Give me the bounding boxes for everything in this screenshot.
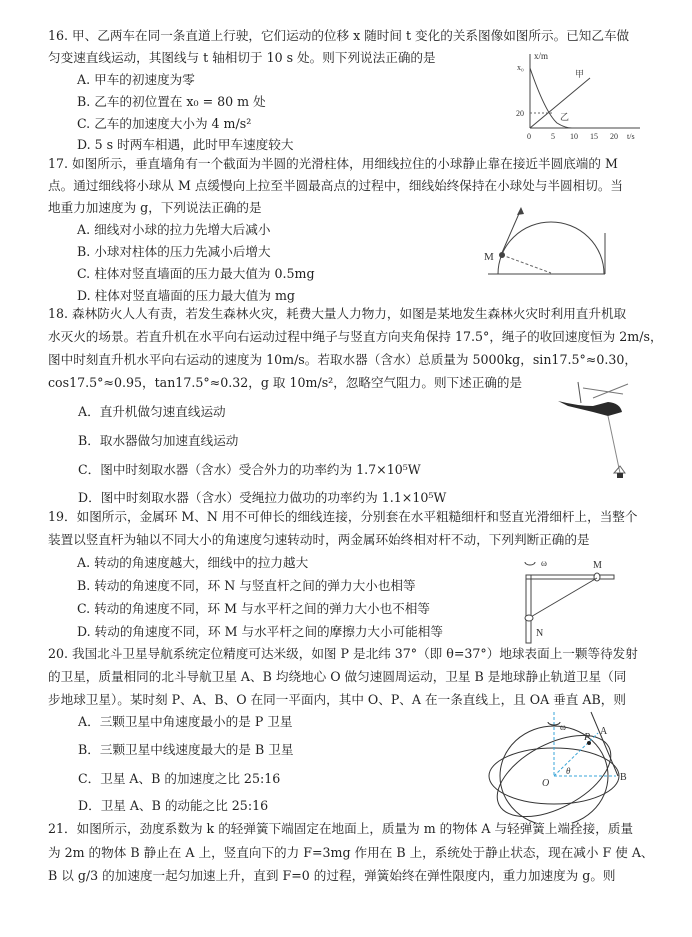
q18-stem-line-3: 图中时刻直升机水平向右运动的速度为 10m/s。若取水器（含水）总质量为 5000kg，sin17.5°≈0.30， [48, 352, 637, 367]
semicircle [498, 222, 604, 274]
q18-option-a: A．直升机做匀速直线运动 [78, 404, 226, 419]
x-tick: 15 [590, 132, 598, 141]
x-tick: 20 [610, 132, 618, 141]
q17-stem-line-3: 地重力加速度为 g，下列说法正确的是 [48, 200, 262, 215]
q19-rings-figure [515, 556, 615, 644]
q17-semicircle-figure [470, 205, 620, 280]
jia-label: 甲 [575, 69, 585, 79]
q18-helicopter-figure [548, 378, 633, 490]
q16-stem-line-2: 匀变速直线运动，其图线与 t 轴相切于 10 s 处。则下列说法正确的是 [48, 50, 436, 65]
q19-stem-line-2: 装置以竖直杆为轴以不同大小的角速度匀速转动时，两金属环始终相对杆不动，下列判断正确的是 [48, 532, 590, 547]
x-axis-label: t/s [627, 132, 635, 141]
y-axis-label: x/m [534, 51, 549, 61]
q18-stem-line-1: 18. 森林防火人人有责，若发生森林火灾，耗费大量人力物力，如图是某地发生森林火灾时利用直升机取 [48, 306, 627, 321]
theta-label: θ [566, 766, 571, 776]
rotation-icon [525, 562, 535, 565]
q20-option-c: C．卫星 A、B 的加速度之比 25:16 [78, 771, 281, 786]
q20-stem-line-3: 步地球卫星）。某时刻 P、A、B、O 在同一平面内，其中 O、P、A 在一条直线上，且 OA 垂直 AB，则 [48, 692, 626, 707]
q16-option-a: A. 甲车的初速度为零 [77, 72, 195, 87]
q19-option-d: D. 转动的角速度不同，环 M 与水平杆之间的摩擦力大小可能相等 [77, 624, 443, 639]
q18-option-c: C．图中时刻取水器（含水）受合外力的功率约为 1.7×10⁵W [78, 462, 421, 477]
q20-option-b: B．三颗卫星中线速度最大的是 B 卫星 [78, 742, 294, 757]
y-tick-20: 20 [516, 109, 524, 118]
x-tick: 5 [551, 132, 555, 141]
q16-stem-line-1: 16. 甲、乙两车在同一条直道上行驶，它们运动的位移 x 随时间 t 变化的关系图像如图所示。已知乙车做 [48, 28, 630, 43]
a-label: A [600, 726, 608, 737]
q16-option-d: D. 5 s 时两车相遇，此时甲车速度较大 [77, 137, 294, 152]
x0-label: x₀ [517, 63, 524, 72]
q17-stem-line-1: 17. 如图所示，垂直墙角有一个截面为半圆的光滑柱体，用细线拉住的小球静止靠在接近半圆底端的 M [48, 156, 618, 171]
q17-option-a: A. 细线对小球的拉力先增大后减小 [77, 222, 271, 237]
ball [499, 252, 505, 258]
q18-stem-line-4: cos17.5°≈0.95，tan17.5°≈0.32，g 取 10m/s²，忽略空气阻力。则下述正确的是 [48, 375, 523, 390]
q20-stem-line-1: 20. 我国北斗卫星导航系统定位精度可达米级，如图 P 是北纬 37°（即 θ=37°）地球表面上一颗等待发射 [48, 646, 638, 661]
x-tick: 10 [570, 132, 578, 141]
point-m-label: M [484, 251, 494, 263]
q17-option-c: C. 柱体对竖直墙面的压力最大值为 0.5mg [77, 266, 315, 281]
q21-stem-line-1: 21．如图所示，劲度系数为 k 的轻弹簧下端固定在地面上，质量为 m 的物体 A 与轻弹簧上端拴接，质量 [48, 821, 634, 836]
q20-orbits-figure [478, 708, 638, 823]
q19-option-b: B. 转动的角速度不同，环 N 与竖直杆之间的弹力大小也相等 [77, 578, 416, 593]
q19-stem-line-1: 19．如图所示，金属环 M、N 用不可伸长的细线连接，分别套在水平粗糙细杆和竖直光滑细杆上，当整个 [48, 509, 638, 524]
water-bucket-icon [617, 473, 623, 478]
q17-option-d: D. 柱体对竖直墙面的压力最大值为 mg [77, 288, 295, 303]
q16-option-c: C. 乙车的加速度大小为 4 m/s² [77, 116, 252, 131]
string [501, 209, 521, 255]
q21-stem-line-2: 为 2m 的物体 B 静止在 A 上，竖直向下的力 F=3mg 作用在 B 上，系统处于静止状态，现在减小 F 使 A、 [48, 845, 654, 860]
q17-option-b: B. 小球对柱体的压力先减小后增大 [77, 244, 271, 259]
vertical-rod [526, 575, 531, 643]
p-label: P [584, 732, 591, 743]
q21-stem-line-3: B 以 g/3 的加速度一起匀加速上升，直到 F=0 的过程，弹簧始终在弹性限度内，重力加速度为 g。则 [48, 868, 616, 883]
b-label: B [620, 772, 627, 783]
q16-xt-graph [515, 50, 650, 142]
ring-m-label: M [593, 560, 602, 571]
o-label: O [542, 778, 550, 789]
x-tick: 0 [527, 132, 531, 141]
q16-option-b: B. 乙车的初位置在 x₀ = 80 m 处 [77, 94, 266, 109]
q18-option-d: D．图中时刻取水器（含水）受绳拉力做功的功率约为 1.1×10⁵W [78, 490, 447, 505]
q17-stem-line-2: 点。通过细线将小球从 M 点缓慢向上拉至半圆最高点的过程中，细线始终保持在小球处与半圆相切。当 [48, 178, 624, 193]
ring-n-label: N [536, 628, 544, 639]
q19-option-a: A. 转动的角速度越大，细线中的拉力越大 [77, 555, 309, 570]
horizontal-rod [526, 575, 614, 579]
rope [608, 416, 620, 473]
omega-label: ω [560, 722, 566, 732]
yi-label: 乙 [560, 112, 570, 122]
arrow-icon [517, 207, 524, 215]
q20-stem-line-2: 的卫星，质量相同的北斗导航卫星 A、B 均绕地心 O 做匀速圆周运动，卫星 B 是地球静止轨道卫星（同 [48, 669, 627, 684]
q20-option-a: A．三颗卫星中角速度最小的是 P 卫星 [78, 714, 293, 729]
ring-n [525, 615, 533, 621]
q18-stem-line-2: 水灭火的场景。若直升机在水平向右运动过程中绳子与竖直方向夹角保持 17.5°，绳子的收回速度恒为 2m/s， [48, 329, 663, 344]
q20-option-d: D．卫星 A、B 的动能之比 25:16 [78, 798, 269, 813]
q19-option-c: C. 转动的角速度不同，环 M 与水平杆之间的弹力大小也不相等 [77, 601, 430, 616]
omega-label: ω [541, 558, 547, 568]
q18-option-b: B．取水器做匀加速直线运动 [78, 433, 239, 448]
string [529, 578, 597, 618]
helicopter-icon [558, 401, 622, 416]
rotor [578, 382, 581, 403]
